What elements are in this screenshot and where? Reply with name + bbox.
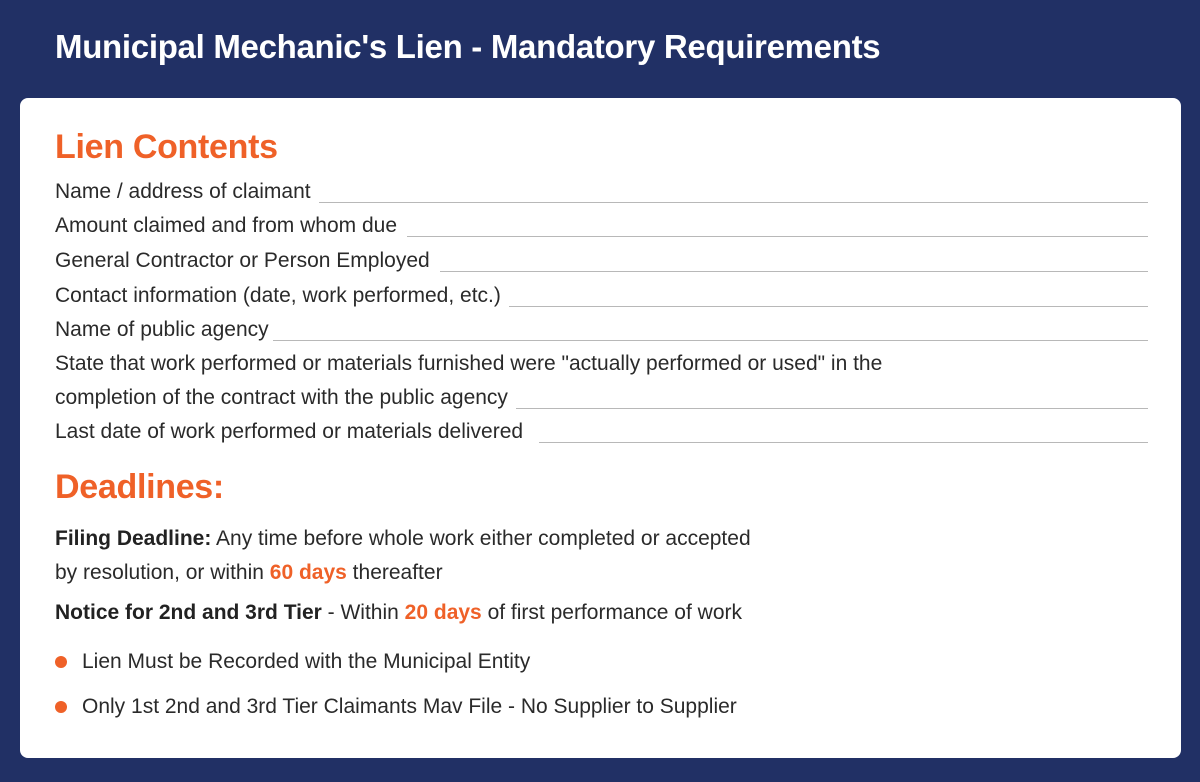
- bullet-dot-icon: [55, 701, 67, 713]
- filing-deadline-line2: [55, 561, 443, 585]
- lien-item-label: Contact information (date, work performed, etc.): [55, 284, 501, 307]
- filing-deadline-days: 60 days: [269, 561, 347, 584]
- lien-item-last-date: [55, 420, 1148, 444]
- filing-deadline-line1: [55, 527, 751, 551]
- page-title: Municipal Mechanic's Lien - Mandatory Requirements: [55, 28, 881, 65]
- lien-item-claimant: [55, 180, 1148, 204]
- requirements-card: [20, 98, 1181, 758]
- lien-item-amount: [55, 214, 1148, 238]
- lien-item-label: Amount claimed and from whom due: [55, 214, 397, 237]
- notice-days: 20 days: [404, 601, 482, 624]
- lien-item-statement-line1: State that work performed or materials furnished were "actually performed or used" in the: [55, 352, 883, 375]
- fill-in-line: [407, 236, 1148, 237]
- fill-in-line: [516, 408, 1148, 409]
- fill-in-line: [273, 340, 1148, 341]
- fill-in-line: [539, 442, 1148, 443]
- bullet-text: Only 1st 2nd and 3rd Tier Claimants Mav File - No Supplier to Supplier: [82, 695, 737, 718]
- notice-text: - Within: [321, 601, 405, 624]
- notice-text: of first performance of work: [481, 601, 742, 624]
- lien-item-label: General Contractor or Person Employed: [55, 249, 430, 272]
- fill-in-line: [509, 306, 1148, 307]
- bullet-text: Lien Must be Recorded with the Municipal Entity: [82, 650, 531, 673]
- bullet-dot-icon: [55, 656, 67, 668]
- lien-item-contractor: [55, 249, 1148, 273]
- lien-item-label: Name of public agency: [55, 318, 269, 341]
- lien-item-agency: [55, 318, 1148, 342]
- lien-contents-heading: Lien Contents: [55, 128, 278, 166]
- filing-deadline-text: thereafter: [346, 561, 443, 584]
- list-item: [55, 695, 737, 719]
- deadlines-heading: Deadlines:: [55, 468, 224, 506]
- notice-line: [55, 601, 742, 625]
- filing-deadline-text: by resolution, or within: [55, 561, 270, 584]
- lien-item-label: completion of the contract with the public agency: [55, 386, 508, 409]
- lien-item-label: Name / address of claimant: [55, 180, 311, 203]
- filing-deadline-text: Any time before whole work either completed or accepted: [211, 527, 751, 550]
- notice-label: Notice for 2nd and 3rd Tier: [55, 601, 322, 624]
- lien-item-label: Last date of work performed or materials delivered: [55, 420, 524, 443]
- lien-item-statement: [55, 386, 1148, 410]
- filing-deadline-label: Filing Deadline:: [55, 527, 212, 550]
- lien-item-contact: [55, 284, 1148, 308]
- fill-in-line: [319, 202, 1148, 203]
- list-item: [55, 650, 530, 674]
- fill-in-line: [440, 271, 1148, 272]
